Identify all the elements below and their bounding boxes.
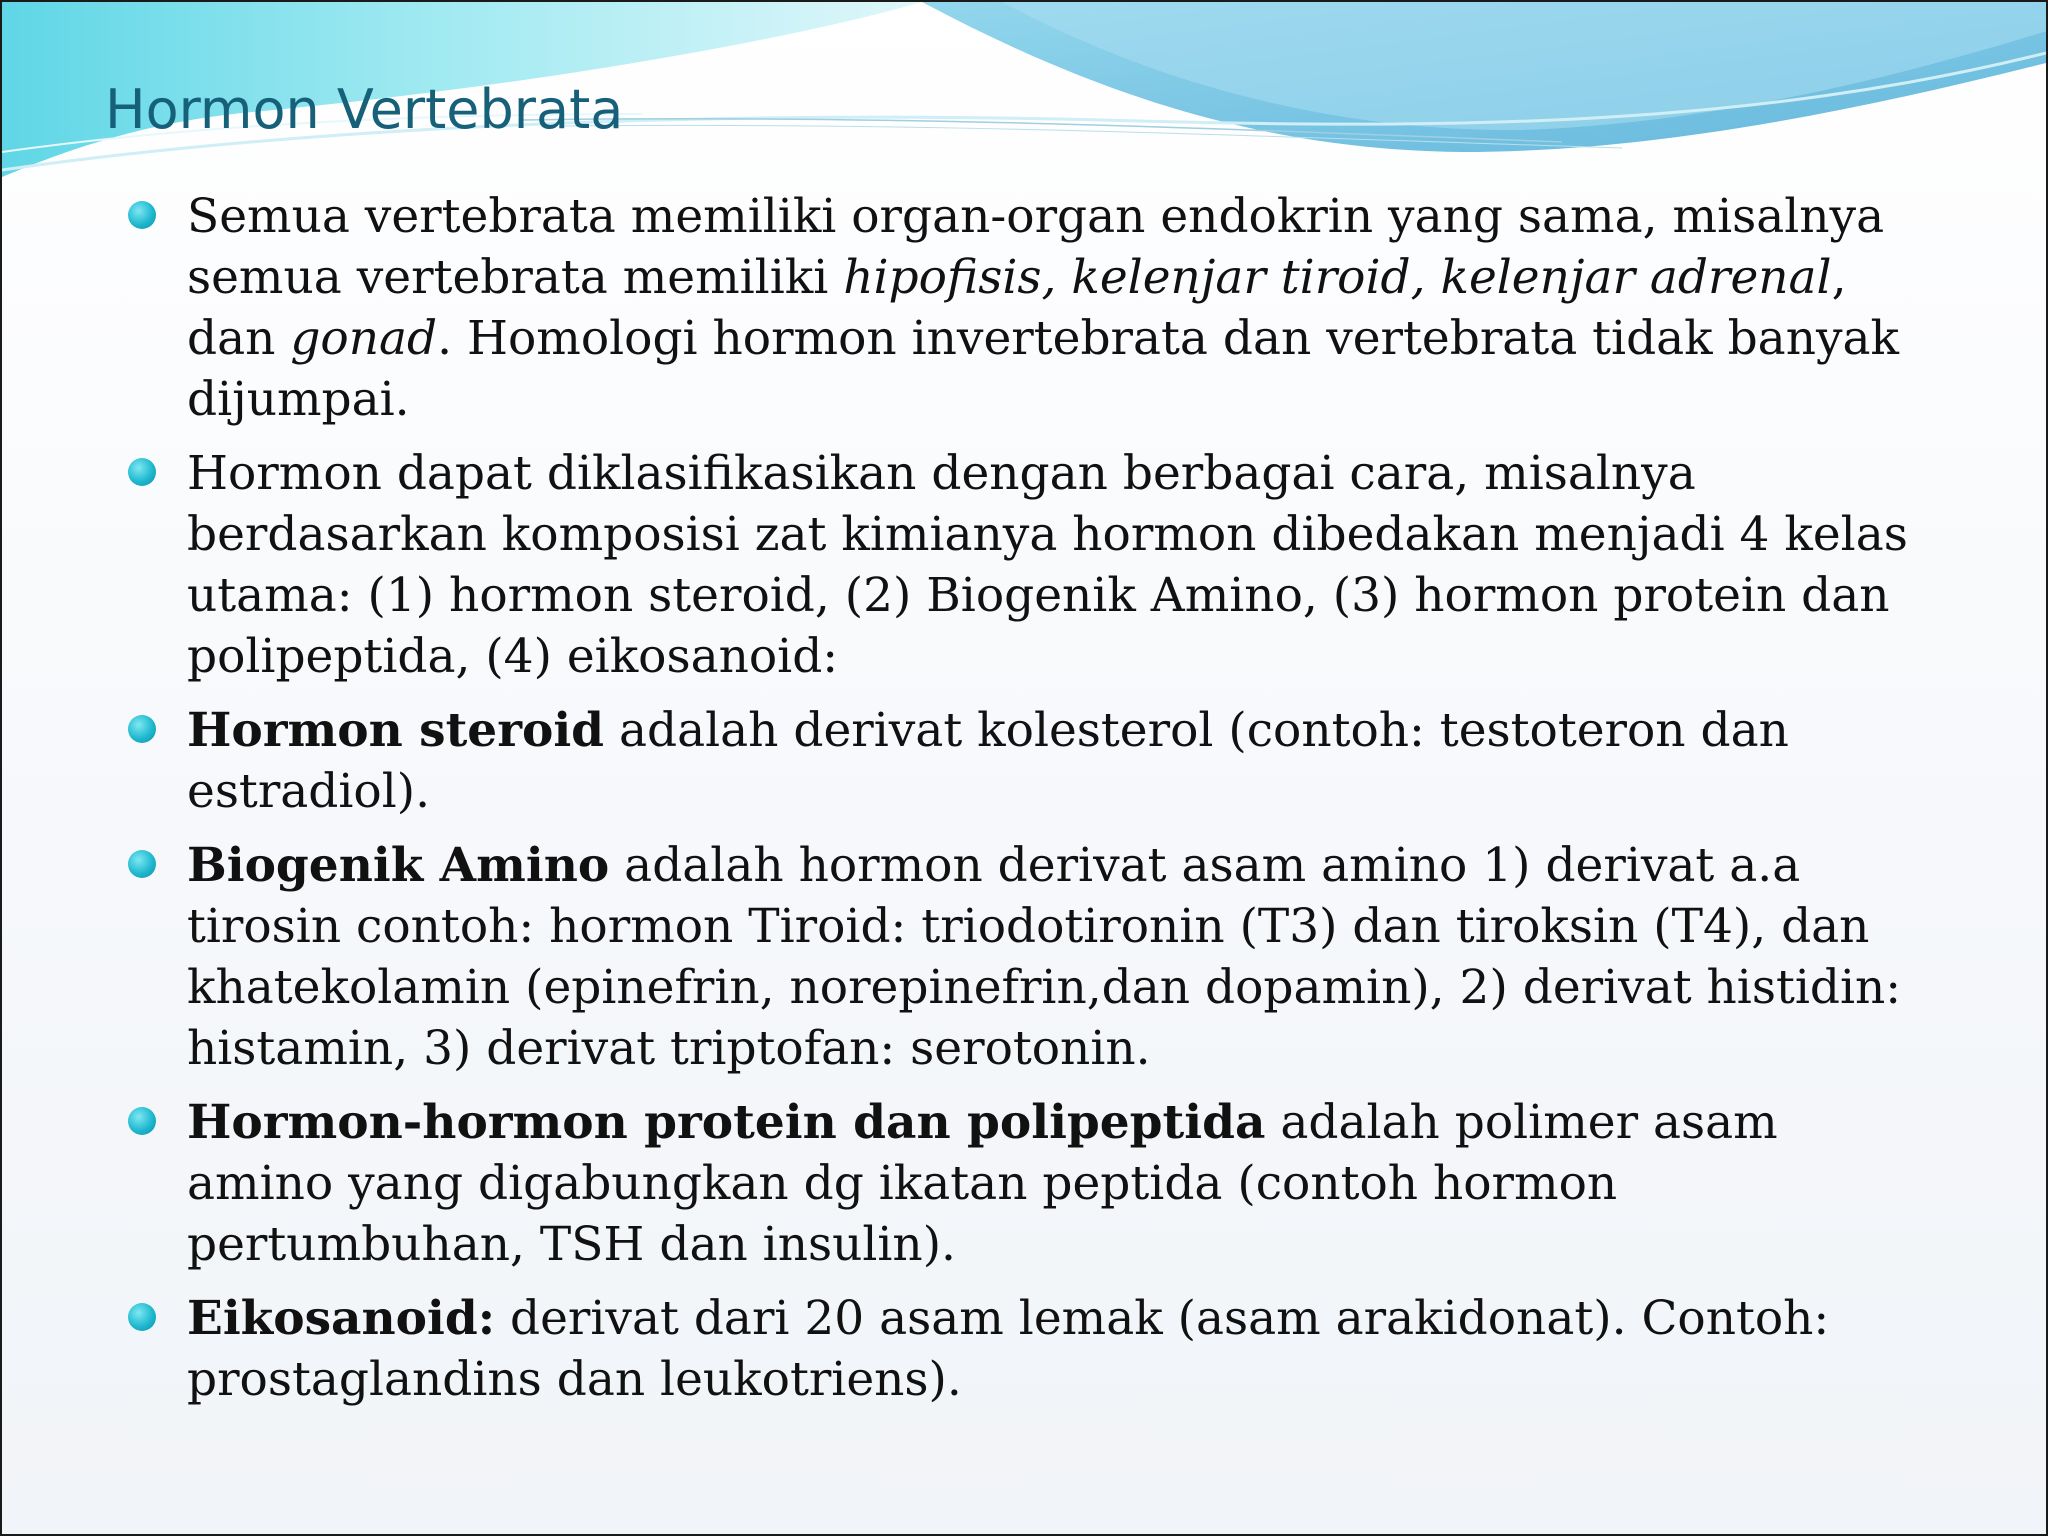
bullet-text-part: adalah hormon derivat asam amino 1) derivat a.a tirosin contoh: hormon Tiroid: triodotironin (T3) dan tiroksin (T4), dan khatekolamin (epinefrin, norepinefrin,dan dopamin), 2) derivat histidin: histamin, 3) derivat triptofan: serotonin. (187, 838, 1902, 1076)
bullet-dot-icon (128, 1107, 156, 1135)
bullet-list (128, 186, 1938, 1423)
bullet-italic-text: gonad (290, 311, 438, 366)
bullet-text-part: derivat dari 20 asam lemak (asam arakidonat). Contoh: prostaglandins dan leukotriens). (187, 1291, 1830, 1407)
bullet-item (128, 186, 1938, 430)
bullet-italic-text: hipofisis, kelenjar tiroid, kelenjar adrenal (843, 250, 1832, 305)
bullet-text (187, 1288, 1938, 1410)
bullet-item (128, 443, 1938, 687)
bullet-dot-icon (128, 458, 156, 486)
bullet-bold-term: Biogenik Amino (187, 838, 610, 893)
bullet-bold-term: Hormon steroid (187, 703, 605, 758)
bullet-text-part: adalah polimer asam amino yang digabungkan dg ikatan peptida (contoh hormon pertumbuhan, TSH dan insulin). (187, 1095, 1778, 1272)
bullet-text: Hormon dapat diklasifikasikan dengan berbagai cara, misalnya berdasarkan komposisi zat kimianya hormon dibedakan menjadi 4 kelas utama: (1) hormon steroid, (2) Biogenik Amino, (3) hormon protein dan polipeptida, (4) eikosanoid: (187, 446, 1908, 684)
bullet-text-part: adalah derivat kolesterol (contoh: testoteron dan estradiol). (187, 703, 1789, 819)
bullet-item (128, 1092, 1938, 1275)
bullet-text (187, 186, 1938, 430)
bullet-text-part: , dan (187, 250, 1847, 366)
bullet-bold-term: Eikosanoid: (187, 1291, 496, 1346)
bullet-dot-icon (128, 850, 156, 878)
bullet-dot-icon (128, 201, 156, 229)
bullet-text (187, 835, 1938, 1079)
bullet-text-part: Semua vertebrata memiliki organ-organ endokrin yang sama, misalnya semua vertebrata memiliki (187, 189, 1885, 305)
bullet-text (187, 1092, 1938, 1275)
slide-title: Hormon Vertebrata (105, 78, 624, 141)
bullet-dot-icon (128, 1303, 156, 1331)
bullet-item (128, 1288, 1938, 1410)
bullet-bold-term: Hormon-hormon protein dan polipeptida (187, 1095, 1266, 1150)
bullet-text-part: . Homologi hormon invertebrata dan vertebrata tidak banyak dijumpai. (187, 311, 1900, 427)
bullet-text (187, 700, 1938, 822)
bullet-item (128, 700, 1938, 822)
bullet-item (128, 835, 1938, 1079)
bullet-dot-icon (128, 715, 156, 743)
